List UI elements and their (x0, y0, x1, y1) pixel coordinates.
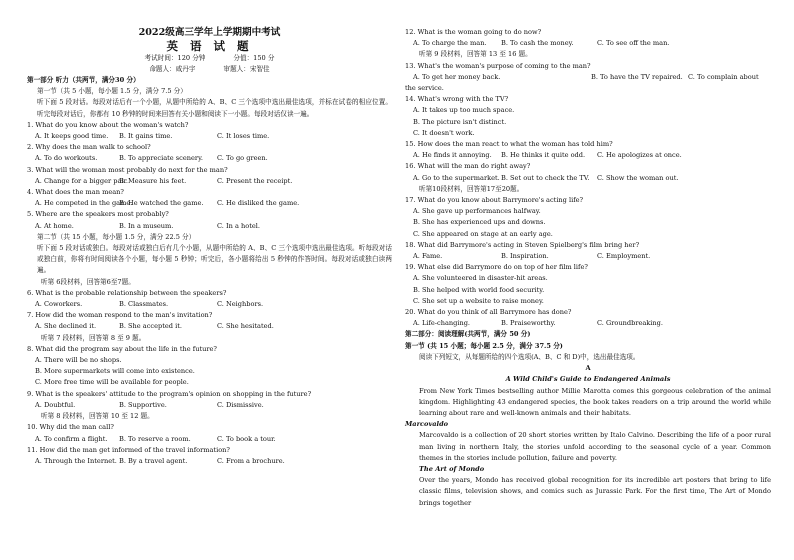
book-3-text: Over the years, Mondo has received global recognition for its incredible art posters that bring to life classic films, television shows, and comics such as Jurassic Park. For the first time, The Art of Mondo brings together (419, 476, 771, 507)
option-a: A. To confirm a flight. (35, 434, 108, 443)
question-14: 14. What's wrong with the TV? (405, 95, 509, 104)
part2-heading: 第二部分：阅读理解(共两节，满分 50 分) (405, 330, 531, 339)
question-11: 11. How did the man get informed of the travel information? (27, 445, 230, 454)
question-8: 8. What did the program say about the life in the future? (27, 344, 217, 353)
option-b: B. Inspiration. (501, 252, 549, 261)
question-10-options (27, 434, 392, 445)
option-c: C. It loses time. (217, 132, 270, 141)
book-1-text: From New York Times bestselling author Millie Marotta comes this gorgeous celebration of the animal kingdom. Highlighting 43 endangered species, the book takes readers on a trip around the world while learning about rare and well-known animals and their habitats. (419, 386, 771, 417)
question-20-options (405, 318, 771, 329)
question-8-option-a: A. There will be no shops. (35, 356, 122, 365)
question-1-options (27, 131, 392, 142)
question-7-options (27, 321, 392, 332)
option-c: C. He apologizes at once. (597, 151, 682, 160)
question-13-options (405, 72, 771, 83)
question-17: 17. What do you know about Barrymore's acting life? (405, 196, 584, 205)
exam-author: 命题人：咸丹宇 (149, 65, 196, 73)
question-13-option-c-continued: the service. (405, 84, 444, 93)
part1-heading: 第一部分 听力（共两节，满分30 分） (27, 76, 140, 84)
exam-time: 考试时间：120 分钟 (144, 54, 206, 62)
title-block (27, 0, 392, 53)
question-9-options (27, 400, 392, 411)
option-a: A. At home. (35, 221, 74, 230)
question-12: 12. What is the woman going to do now? (405, 28, 542, 36)
option-c: C. Neighbors. (217, 300, 264, 309)
question-14-option-c: C. It doesn't work. (413, 128, 475, 137)
listen-note-10: 听第10段材料，回答第17至20题。 (419, 184, 524, 193)
option-b: B. Supportive. (119, 400, 167, 409)
question-10: 10. Why did the man call? (27, 423, 114, 432)
option-b: B. By a travel agent. (119, 456, 188, 465)
question-20: 20. What do you think of all Barrymore has done? (405, 308, 572, 317)
option-a: A. Through the Internet. (35, 456, 117, 465)
question-6: 6. What is the probable relationship between the speakers? (27, 288, 227, 297)
option-a: A. To charge the man. (413, 39, 487, 48)
question-11-options (27, 456, 392, 467)
question-8-option-c: C. More free time will be available for people. (35, 378, 189, 387)
option-a: A. To get her money back. (413, 72, 501, 81)
option-b: B. To have the TV repaired. (591, 72, 683, 81)
option-a: A. Doubtful. (35, 400, 76, 409)
question-14-option-b: B. The picture isn't distinct. (413, 117, 507, 126)
option-a: A. She declined it. (35, 322, 97, 331)
option-a: A. He finds it annoying. (413, 151, 492, 160)
question-2-options (27, 153, 392, 164)
right-column (405, 27, 771, 509)
question-19-option-a: A. She volunteered in disaster-hit areas. (413, 274, 548, 283)
option-b: B. Measure his feet. (119, 176, 187, 185)
question-12-options (405, 38, 771, 49)
option-a: A. To do workouts. (35, 154, 98, 163)
option-a: A. Fame. (413, 252, 443, 261)
option-c: C. Dismissive. (217, 400, 264, 409)
part1-sec1-heading: 第一节（共 5 小题，每小题 1.5 分，满分 7.5 分） (37, 87, 187, 96)
option-b: B. To cash the money. (501, 39, 574, 48)
question-19-option-c: C. She set up a website to raise money. (413, 296, 544, 305)
question-15-options (405, 150, 771, 161)
question-2: 2. Why does the man walk to school? (27, 143, 151, 152)
option-a: A. Change for a bigger pair. (35, 176, 129, 185)
option-c: C. To go green. (217, 154, 268, 163)
question-19: 19. What else did Barrymore do on top of her film life? (405, 263, 588, 272)
option-c: C. Show the woman out. (597, 173, 679, 182)
part2-sec1-instructions: 阅读下列短文，从每题所给的四个选项(A、B、C 和 D)中，选出最佳选项。 (419, 352, 640, 361)
listen-note-8: 听第 8 段材料，回答第 10 至 12 题。 (41, 412, 154, 421)
question-17-option-a: A. She gave up performances halfway. (413, 207, 541, 216)
question-4-options (27, 198, 392, 209)
question-5-options (27, 221, 392, 232)
part2-sec1-heading: 第一节 (共 15 小题；每小题 2.5 分，满分 37.5 分) (405, 341, 563, 350)
option-c: C. To book a tour. (217, 434, 276, 443)
option-b: B. To reserve a room. (119, 434, 191, 443)
question-1: 1. What do you know about the woman's watch? (27, 120, 189, 129)
question-13: 13. What's the woman's purpose of coming to the man? (405, 61, 591, 70)
option-b: B. Classmates. (119, 300, 169, 309)
question-19-option-b: B. She helped with world food security. (413, 285, 545, 294)
exam-subtitle: 英 语 试 题 (166, 39, 253, 53)
option-c: C. Groundbreaking. (597, 319, 663, 328)
question-18-options (405, 251, 771, 262)
exam-meta (27, 53, 392, 64)
option-c: C. To see off the man. (597, 39, 670, 48)
left-column (27, 0, 392, 467)
question-3: 3. What will the woman most probably do next for the man? (27, 165, 228, 174)
book-2-text: Marcovaldo is a collection of 20 short stories written by Italo Calvino. Describing the life of a poor rural man living in northern Italy, the stories unfold according to the seasonal cycle of a year. Common themes in the stories include pollution, failure and poverty. (419, 431, 771, 462)
book-3-title: The Art of Mondo (419, 464, 485, 473)
option-b: B. He watched the game. (119, 199, 204, 208)
listen-note-7: 听第 7 段材料，回答第 8 至 9 题。 (41, 333, 146, 342)
option-c: C. In a hotel. (217, 221, 260, 230)
option-b: B. To appreciate scenery. (119, 154, 204, 163)
option-b: B. He thinks it quite odd. (501, 151, 586, 160)
listen-note-6: 听第 6段材料，回答第6至7题。 (41, 277, 135, 286)
option-b: B. Set out to check the TV. (501, 173, 590, 182)
option-a: A. Coworkers. (35, 300, 83, 309)
question-5: 5. Where are the speakers most probably? (27, 210, 169, 219)
part1-sec2-instructions: 听下面 5 段对话或独白。每段对话或独白后有几个小题，从题中所给的 A、B、C 三个选项中选出最佳选项。听每段对话或独白前，你将有时间阅读各个小题，每小题 5 秒钟；听完后，各小题将给出 5 秒钟的作答时间。每段对话或独白读两遍。 (37, 244, 392, 275)
option-b: B. She accepted it. (119, 322, 182, 331)
option-c: C. Present the receipt. (217, 176, 293, 185)
option-a: A. It keeps good time. (35, 132, 109, 141)
option-c: C. To complain about (688, 72, 759, 81)
option-a: A. Go to the supermarket. (413, 173, 500, 182)
option-a: A. He competed in the game. (35, 199, 133, 208)
book-2-title: Marcovaldo (405, 420, 449, 429)
option-a: A. Life-changing. (413, 319, 471, 328)
option-b: B. In a museum. (119, 221, 174, 230)
question-6-options (27, 299, 392, 310)
question-18: 18. What did Barrymore's acting in Steven Spielberg's film bring her? (405, 240, 640, 249)
question-9: 9. What is the speakers' attitude to the program's opinion on shopping in the future? (27, 389, 312, 398)
exam-authors (27, 64, 392, 75)
exam-title: 2022级高三学年上学期期中考试 (138, 27, 281, 38)
option-c: C. From a brochure. (217, 456, 285, 465)
question-4: 4. What does the man mean? (27, 188, 124, 197)
option-b: B. It gains time. (119, 132, 173, 141)
option-c: C. Employment. (597, 252, 651, 261)
passage-label: A (585, 364, 591, 373)
question-17-option-c: C. She appeared on stage at an early age. (413, 229, 553, 238)
question-3-options (27, 176, 392, 187)
question-17-option-b: B. She has experienced ups and downs. (413, 218, 546, 227)
exam-score: 分值：150 分 (233, 54, 275, 62)
listen-note-9: 听第 9 段材料，回答第 13 至 16 题。 (419, 50, 532, 59)
exam-reviewer: 审题人：宋智佳 (223, 65, 270, 73)
book-1-title: A Wild Child's Guide to Endangered Animals (505, 375, 671, 384)
question-7: 7. How did the woman respond to the man's invitation? (27, 311, 213, 320)
option-c: C. She hesitated. (217, 322, 274, 331)
question-14-option-a: A. It takes up too much space. (413, 106, 515, 115)
part1-sec1-instructions: 听下面 5 段对话。每段对话后有一个小题，从题中所给的 A、B、C 三个选项中选出最佳选项，并标在试卷的相应位置。听完每段对话后，你都有 10 秒钟的时间来回答有关小题和阅读下一小题。每段对话仅读一遍。 (37, 98, 392, 118)
question-15: 15. How does the man react to what the woman has told him? (405, 140, 613, 149)
part1-sec2-heading: 第二节（共 15 小题，每小题 1.5 分，满分 22.5 分） (37, 232, 196, 241)
option-b: B. Praiseworthy. (501, 319, 556, 328)
option-c: C. He disliked the game. (217, 199, 300, 208)
question-8-option-b: B. More supermarkets will come into existence. (35, 367, 195, 376)
question-16-options (405, 173, 771, 184)
question-16: 16. What will the man do right away? (405, 162, 531, 171)
